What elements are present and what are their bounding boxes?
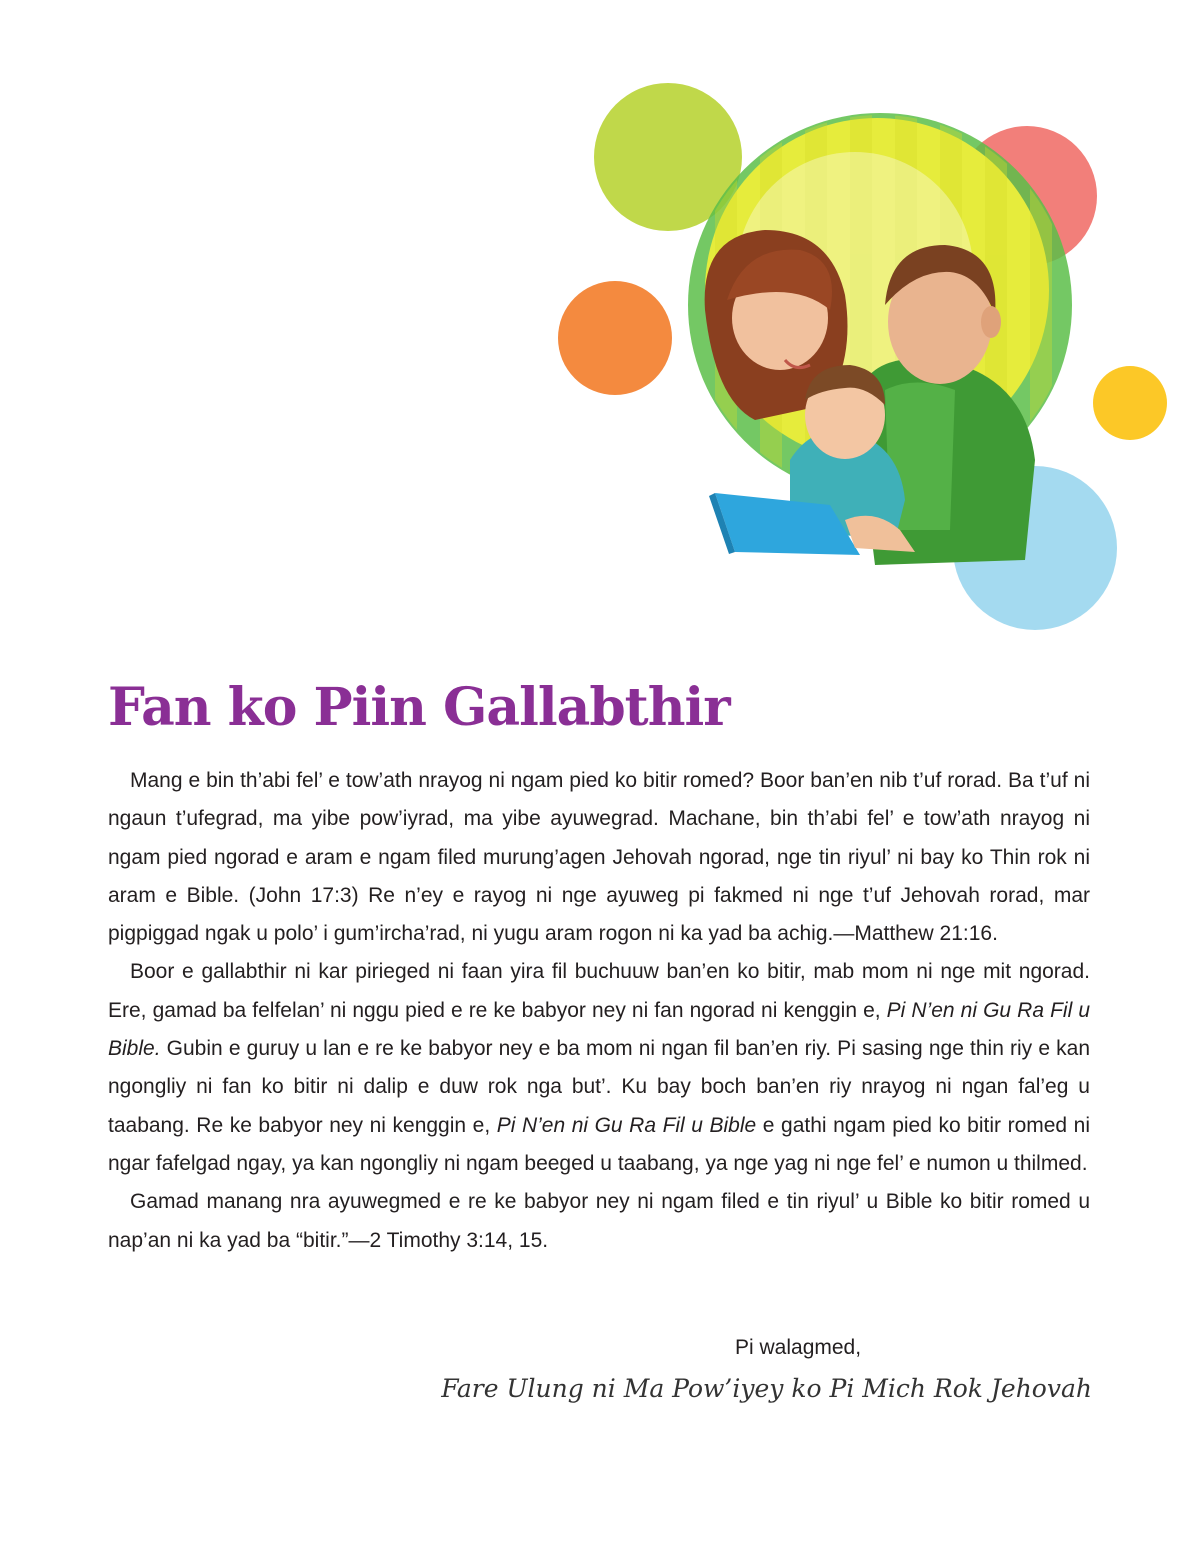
paragraph-3 — [108, 1183, 1090, 1260]
paragraph-3-text: Gamad manang nra ayuwegmed e re ke babyor ney ni ngam filed e tin riyul’ u Bible ko bitir romed u nap’an ni ka yad ba “bitir.”—2 Timothy 3:14, 15. — [108, 1190, 1090, 1252]
paragraph-2-text-c: e gathi ngam pied ko bitir romed ni ngar fafelgad ngay, ya kan ngongliy ni ngam beeged u taabang, ya nge yag ni nge fel’ e numon u thilmed. — [108, 1113, 1091, 1175]
family-reading-illustration — [555, 60, 1185, 640]
orange-circle — [558, 281, 672, 395]
paragraph-2-text-b: Gubin e guruy u lan e re ke babyor ney e ba mom ni ngan fil ban’en riy. Pi sasing nge thin riy e kan ngongliy ni fan ko bitir ni dalip e duw rok nga but’. Ku bay boch ban’en riy nrayog ni ngan fal’eg u taabang. Re ke babyor ney ni kenggin e, — [108, 1037, 1090, 1137]
page-title: Fan ko Piin Gallabthir — [108, 677, 730, 738]
paragraph-2 — [108, 953, 1090, 1183]
closing-salutation: Pi walagmed, — [735, 1336, 862, 1359]
letter-body — [108, 762, 1090, 1260]
book-title-italic: Pi N’en ni Gu Ra Fil u Bible — [496, 1113, 757, 1137]
paragraph-2-text-a: Boor e gallabthir ni kar pirieged ni faan yira fil buchuuw ban’en ko bitir, mab mom ni nge mit ngorad. Ere, gamad ba felfelan’ ni nggu pied e re ke babyor ney ni fan ngorad ni kenggin e, — [108, 960, 1090, 1022]
signature: Fare Ulung ni Ma Pow’iyey ko Pi Mich Rok Jehovah — [441, 1374, 1092, 1403]
paragraph-1-text: Mang e bin th’abi fel’ e tow’ath nrayog ni ngam pied ko bitir romed? Boor ban’en nib t’uf rorad. Ba t’uf ni ngaun t’ufegrad, ma yibe pow’iyrad, ma yibe ayuwegrad. Machane, bin th’abi fel’ e tow’ath nrayog ni ngam pied ngorad e aram e ngam filed murung’agen Jehovah ngorad, nge tin riyul’ ni bay ko Thin rok ni aram e Bible. (John 17:3) Re n’ey e rayog ni nge ayuweg pi fakmed ni nge t’uf Jehovah rorad, mar pigpiggad ngak u polo’ i gum’ircha’rad, ni yugu aram rogon ni ka yad ba achig.—Matthew 21:16. — [108, 769, 1090, 946]
book-title-italic: Pi N’en ni Gu Ra Fil u Bible. — [108, 998, 1090, 1061]
paragraph-1 — [108, 762, 1090, 953]
yellow-circle — [1093, 366, 1167, 440]
